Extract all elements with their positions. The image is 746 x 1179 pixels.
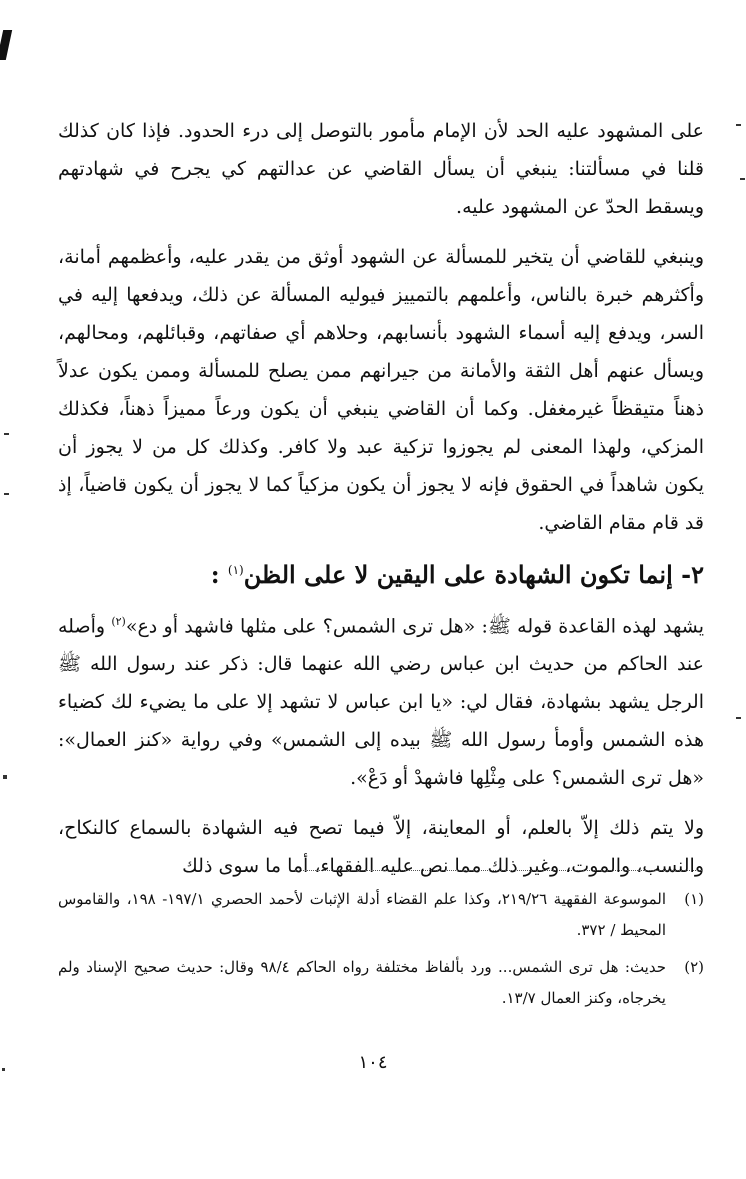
section-heading [58,550,704,595]
footnote-ref-2: (٢) [111,615,126,628]
paragraph-4: ولا يتم ذلك إلاّ بالعلم، أو المعاينة، إلاّ فيما تصح فيه الشهادة بالسماع كالنكاح، والنسب، والموت، وغير ذلك مما نص عليه الفقهاء، أما ما سوى ذلك [58,817,704,878]
paragraph-3 [58,603,704,797]
footnote-number: (١) [684,890,704,908]
footnote-separator [292,870,702,871]
paragraph-3-part-a: يشهد لهذه القاعدة قوله ﷺ: «هل ترى الشمس؟ على مثلها فاشهد أو دع» [125,615,704,638]
paragraph-2: وينبغي للقاضي أن يتخير للمسألة عن الشهود أوثق من يقدر عليه، وأعظمهم أمانة، وأكثرهم خبرة بالناس، وأعلمهم بالتمييز فيوليه المسألة عن ذلك، ويدفعها إليه في السر، ويدفع إليه أسماء الشهود بأنسابهم، وحلاهم أي صفاتهم، وقبائلهم، ومحالهم، ويسأل عنهم أهل الثقة والأمانة من جيرانهم ممن يصلح للمسألة وممن يكون عدلاً ذهناً متيقظاً غيرمغفل. وكما أن القاضي ينبغي أن يكون ورعاً مميزاً ذهناً، فكذلك المزكي، ولهذا المعنى لم يجوزوا تزكية عبد ولا كافر. وكذلك كل من لا يجوز أن يكون شاهداً في الحقوق فإنه لا يجوز أن يكون مزكياً كما لا يجوز أن يكون قاضياً، إذ قد قام مقام القاضي. [58,246,704,534]
page-body [58,112,704,885]
footnote-text: حديث: هل ترى الشمس... ورد بألفاظ مختلفة رواه الحاكم ٩٨/٤ وقال: حديث صحيح الإسناد ولم يخرجاه، وكنز العمال ١٣/٧. [58,958,666,1007]
scan-speck [4,493,9,495]
footnote-number: (٢) [684,958,704,976]
heading-colon: : [210,560,228,589]
paragraph-1: على المشهود عليه الحد لأن الإمام مأمور بالتوصل إلى درء الحدود. فإذا كان كذلك قلنا في مسألتنا: ينبغي أن يسأل القاضي عن عدالتهم كي يجرح في شهادتهم ويسقط الحدّ عن المشهود عليه. [58,120,704,218]
scan-speck [736,717,741,719]
page-number: ١٠٤ [358,1052,388,1073]
footnote-text: الموسوعة الفقهية ٢١٩/٢٦، وكذا علم القضاء أدلة الإثبات لأحمد الحصري ١٩٧/١- ١٩٨، والقاموس المحيط / ٣٧٢. [58,890,666,939]
footnote-2 [58,952,704,1014]
scan-speck [736,124,741,126]
scan-speck [3,775,7,779]
scan-corner-mark [0,30,12,60]
footnotes [58,884,704,1020]
heading-text: ٢- إنما تكون الشهادة على اليقين لا على الظن [243,560,704,589]
paragraph-3-part-b: وأصله عند الحاكم من حديث ابن عباس رضي الله عنهما قال: ذكر عند رسول الله ﷺ الرجل يشهد بشهادة، فقال لي: «يا ابن عباس لا تشهد إلا على ما يضيء لك كضياء هذه الشمس وأومأ رسول الله ﷺ بيده إلى الشمس» وفي رواية «كنز العمال»: «هل ترى الشمس؟ على مِثْلِها فاشهدْ أو دَعْ». [58,615,704,790]
scan-speck [4,433,9,435]
footnote-ref-1: (١) [227,563,244,577]
footnote-1 [58,884,704,946]
scan-speck [740,178,745,180]
